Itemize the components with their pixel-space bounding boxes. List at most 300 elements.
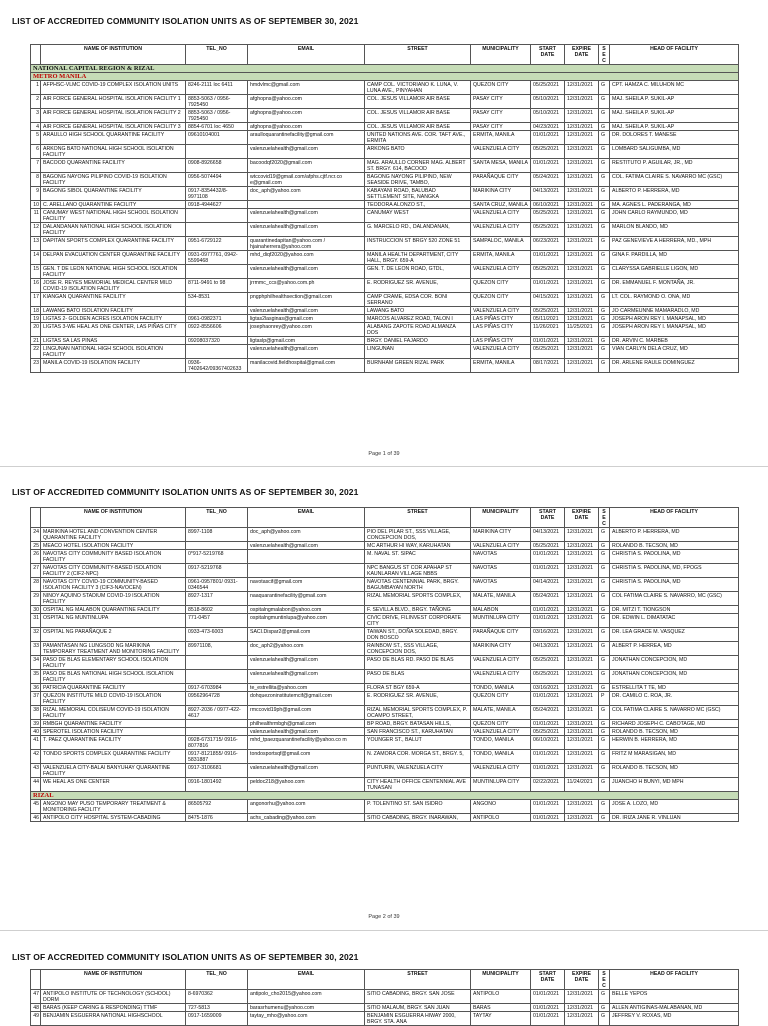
cell-row-number: 43 <box>31 764 41 778</box>
cell-municipality: VALENZUELA CITY <box>471 307 531 315</box>
cell-email: manilacovid.fieldhospital@gmail.com <box>248 359 365 373</box>
cell-municipality: MUNTINLUPA CITY <box>471 614 531 628</box>
cell-start-date: 05/25/2021 <box>531 728 565 736</box>
cell-tel-no <box>186 670 248 684</box>
cell-head-of-facility: GINA F. PARDILLA, MD <box>610 251 739 265</box>
cell-email: dohquezoninstitutemcif@gmail.com <box>248 692 365 706</box>
table-row <box>31 578 739 592</box>
cell-start-date: 01/01/2021 <box>531 750 565 764</box>
cell-head-of-facility: COL. FATIMA CLAIRE S. NAVARRO MC (GSC) <box>610 173 739 187</box>
cell-start-date: 05/25/2021 <box>531 345 565 359</box>
cell-street: MARCOS ALVAREZ ROAD, TALON I <box>365 315 471 323</box>
cell-municipality: PASAY CITY <box>471 95 531 109</box>
cell-street: TAIWAN ST., DOÑA SOLEDAD, BRGY. DON BOSCO <box>365 628 471 642</box>
cell-expire-date: 12/31/2021 <box>565 592 599 606</box>
cell-street: MAG. ARAULLO CORNER MAG. ALBERT ST. BRGY. 614, BACOOD <box>365 159 471 173</box>
cell-institution-name: OSPITAL NG MALABON QUARANTINE FACILITY <box>41 606 186 614</box>
cell-expire-date: 12/31/2021 <box>565 550 599 564</box>
cell-street: SITIO MALAUM, BRGY. SAN JUAN <box>365 1004 471 1012</box>
cell-street: LAWANG BATO <box>365 307 471 315</box>
page-divider <box>0 466 768 467</box>
cell-sec: G <box>599 145 610 159</box>
table-header-row <box>31 45 739 65</box>
cell-tel-no: 0956-5074494 <box>186 173 248 187</box>
cell-email: doc_aph2@yahoo.com <box>248 642 365 656</box>
cell-start-date: 01/01/2021 <box>531 692 565 706</box>
cell-head-of-facility: JOSEPH ARON REY I. MANAPSAL, MD <box>610 323 739 337</box>
cell-sec: G <box>599 315 610 323</box>
cell-head-of-facility: DR. LEA GRACE M. VASQUEZ <box>610 628 739 642</box>
table-row <box>31 209 739 223</box>
cell-email: taytay_mho@yahoo.com <box>248 1012 365 1026</box>
cell-sec: G <box>599 95 610 109</box>
cell-start-date: 01/01/2021 <box>531 337 565 345</box>
cell-start-date: 01/01/2021 <box>531 159 565 173</box>
cell-start-date: 05/24/2021 <box>531 592 565 606</box>
cell-head-of-facility: ALBERTO P. HERRERA, MD <box>610 528 739 542</box>
cell-tel-no: 0918-4944627 <box>186 201 248 209</box>
cell-municipality: TONDO, MANILA <box>471 750 531 764</box>
cell-municipality: VALENZUELA CITY <box>471 764 531 778</box>
cell-tel-no: 0917-8121855/ 0916-5831887 <box>186 750 248 764</box>
cell-street: GEN. T. DE LEON ROAD, GTDL, <box>365 265 471 279</box>
cell-municipality: MARIKINA CITY <box>471 642 531 656</box>
cell-start-date: 01/01/2021 <box>531 564 565 578</box>
cell-street: CIVIC DRIVE, FILINVEST CORPORATE CITY <box>365 614 471 628</box>
cell-sec: G <box>599 642 610 656</box>
cell-head-of-facility: LT. COL. RAYMOND O. ONA, MD <box>610 293 739 307</box>
cell-row-number: 44 <box>31 778 41 792</box>
cell-email: valenzuelahealth@gmail.com <box>248 209 365 223</box>
table-row <box>31 323 739 337</box>
cell-institution-name: DAPITAN SPORTS COMPLEX QUARANTINE FACILITY <box>41 237 186 251</box>
cell-expire-date: 12/31/2021 <box>565 764 599 778</box>
cell-institution-name: NINOY AQUINO STADIUM COVID-19 ISOLATION FACILITY <box>41 592 186 606</box>
cell-sec: P <box>599 692 610 706</box>
cell-head-of-facility: JOHN CARLO RAYMUNDO, MD <box>610 209 739 223</box>
cell-street: CITY HEALTH OFFICE CENTENNIAL AVE TUNASAN <box>365 778 471 792</box>
cell-institution-name: JOSE R. REYES MEMORIAL MEDICAL CENTER MILD COVID-19 ISOLATION FACILITY <box>41 279 186 293</box>
facilities-table <box>30 507 739 822</box>
cell-row-number: 42 <box>31 750 41 764</box>
cell-head-of-facility: PAZ GENEVIEVE A HERRERA, MD., MPH <box>610 237 739 251</box>
cell-institution-name: PAMANTASAN NG LUNGSOD NG MARIKINA TEMPORARY TREATMENT AND MONITORING FACILITY <box>41 642 186 656</box>
cell-start-date: 05/25/2021 <box>531 81 565 95</box>
cell-institution-name: AIR FORCE GENERAL HOSPITAL ISOLATION FACILITY 1 <box>41 95 186 109</box>
cell-head-of-facility: DR. EMMANUEL F. MONTAÑA, JR. <box>610 279 739 293</box>
cell-institution-name: VALENZUELA CITY-BALAI BANYUHAY QUARANTINE FACILITY <box>41 764 186 778</box>
cell-municipality: MUNTINLUPA CITY <box>471 778 531 792</box>
cell-email: doc_aph@yahoo.com <box>248 528 365 542</box>
cell-email: quarantinedapitan@yahoo.com / hjainaherrera@yahoo.com <box>248 237 365 251</box>
cell-email: barasrhumenu@yahoo.com <box>248 1004 365 1012</box>
cell-start-date: 01/01/2021 <box>531 550 565 564</box>
cell-tel-no: 0917-1659009 <box>186 1012 248 1026</box>
cell-email: pngphphilhealthsection@gmail.com <box>248 293 365 307</box>
table-row <box>31 265 739 279</box>
cell-sec: G <box>599 990 610 1004</box>
table-row <box>31 145 739 159</box>
cell-municipality: SAMPALOC, MANILA <box>471 237 531 251</box>
cell-institution-name: C. ARELLANO QUARANTINE FACILITY <box>41 201 186 209</box>
cell-tel-no <box>186 145 248 159</box>
table-row <box>31 764 739 778</box>
cell-sec: G <box>599 323 610 337</box>
cell-start-date: 01/01/2021 <box>531 131 565 145</box>
cell-start-date: 08/17/2021 <box>531 359 565 373</box>
cell-head-of-facility: COL FATIMA CLAIRE S. NAVARRO, MC (GSC) <box>610 592 739 606</box>
cell-sec: G <box>599 159 610 173</box>
cell-expire-date: 12/31/2021 <box>565 81 599 95</box>
cell-email: doc_aph@yahoo.com <box>248 187 365 201</box>
cell-row-number: 49 <box>31 1012 41 1026</box>
cell-sec: G <box>599 173 610 187</box>
cell-email: valenzuelahealth@gmail.com <box>248 145 365 159</box>
cell-street: SITIO CABADING, BRGY. INARAWAN, <box>365 814 471 822</box>
cell-municipality: MALATE, MANILA <box>471 592 531 606</box>
table-row <box>31 614 739 628</box>
cell-municipality: QUEZON CITY <box>471 279 531 293</box>
column-header-row-number <box>31 45 41 65</box>
cell-sec: G <box>599 592 610 606</box>
cell-municipality: SANTA CRUZ, MANILA <box>471 201 531 209</box>
cell-email: valenzuelahealth@gmail.com <box>248 728 365 736</box>
cell-institution-name: AIR FORCE GENERAL HOSPITAL ISOLATION FACILITY 2 <box>41 109 186 123</box>
cell-expire-date: 12/31/2021 <box>565 750 599 764</box>
cell-expire-date: 12/31/2021 <box>565 628 599 642</box>
cell-tel-no: 09208037320 <box>186 337 248 345</box>
cell-email: valenzuelahealth@gmail.com <box>248 265 365 279</box>
table-row <box>31 315 739 323</box>
cell-row-number: 16 <box>31 279 41 293</box>
cell-head-of-facility: CPT. HAMZA C. MILUHON MC <box>610 81 739 95</box>
cell-head-of-facility: DR. ARLENE RAULE DOMINGUEZ <box>610 359 739 373</box>
cell-row-number: 5 <box>31 131 41 145</box>
cell-street: RIZAL MEMORIAL SPORTS COMPLEX, <box>365 592 471 606</box>
cell-tel-no: 8854-6701 loc 4650 <box>186 123 248 131</box>
cell-sec: G <box>599 123 610 131</box>
cell-expire-date: 12/31/2021 <box>565 684 599 692</box>
cell-head-of-facility: ALBERTO P. HERRERA, MD <box>610 187 739 201</box>
table-header-row <box>31 508 739 528</box>
cell-sec: G <box>599 684 610 692</box>
cell-municipality: BARAS <box>471 1004 531 1012</box>
cell-head-of-facility: JONATHAN CONCEPCION, MD <box>610 670 739 684</box>
cell-expire-date: 12/31/2021 <box>565 1012 599 1026</box>
cell-head-of-facility: ESTRELLITA T TE, MD <box>610 684 739 692</box>
cell-email: angonorhu@yahoo.com <box>248 800 365 814</box>
cell-row-number: 36 <box>31 684 41 692</box>
cell-street: TEODORA ALONZO ST., <box>365 201 471 209</box>
cell-municipality: PASAY CITY <box>471 109 531 123</box>
cell-tel-no: 8475-1876 <box>186 814 248 822</box>
cell-email: antipolo_cho2015@yahoo.com <box>248 990 365 1004</box>
cell-row-number: 22 <box>31 345 41 359</box>
table-row <box>31 251 739 265</box>
cell-street: MANILA HEALTH DEPARTMENT, CITY HALL, BRGY. 659-A <box>365 251 471 265</box>
cell-start-date: 01/01/2021 <box>531 251 565 265</box>
cell-head-of-facility: COL FATIMA CLAIRE S. NAVARRO MC (GSC) <box>610 706 739 720</box>
cell-head-of-facility: DR. MITZI T. TIONGSON <box>610 606 739 614</box>
cell-expire-date: 12/31/2021 <box>565 528 599 542</box>
table-row <box>31 187 739 201</box>
cell-street: SITIO CABADING, BRGY. SAN JOSE <box>365 990 471 1004</box>
table-row <box>31 736 739 750</box>
cell-head-of-facility: ROLANDO B. TECSON, MD <box>610 728 739 736</box>
page-title: LIST OF ACCREDITED COMMUNITY ISOLATION UNITS AS OF SEPTEMBER 30, 2021 <box>12 487 359 497</box>
cell-email: wtccovid19@gmail.com/afphs.cjtf.ncr.co e@gmail.com <box>248 173 365 187</box>
cell-start-date: 05/24/2021 <box>531 173 565 187</box>
cell-tel-no: 0917-6703984 <box>186 684 248 692</box>
cell-institution-name: QUEZON INSTITUTE MILD COVID-19 ISOLATION FACILITY <box>41 692 186 706</box>
cell-email: philhealthrmbgh@gmail.com <box>248 720 365 728</box>
cell-row-number: 6 <box>31 145 41 159</box>
table-row <box>31 95 739 109</box>
subregion-label: RIZAL <box>31 792 739 800</box>
cell-row-number: 20 <box>31 323 41 337</box>
cell-sec: G <box>599 764 610 778</box>
column-header-row-number <box>31 508 41 528</box>
cell-street: BAGONG NAYONG PILIPINO, NEW SEASIDE DRIVE, TAMBO, <box>365 173 471 187</box>
cell-start-date: 04/23/2021 <box>531 123 565 131</box>
table-row <box>31 720 739 728</box>
cell-expire-date: 12/31/2021 <box>565 315 599 323</box>
cell-head-of-facility: LOMBARD SALIGUMBA, MD <box>610 145 739 159</box>
table-row <box>31 550 739 564</box>
cell-head-of-facility: ALBERT P. HERREA, MD <box>610 642 739 656</box>
cell-head-of-facility: DR. CAMILO C. ROA, JR. <box>610 692 739 706</box>
cell-institution-name: BENJAMIN ESGUERRA NATIONAL HIGHSCHOOL <box>41 1012 186 1026</box>
cell-municipality: VALENZUELA CITY <box>471 223 531 237</box>
cell-start-date: 01/01/2021 <box>531 720 565 728</box>
cell-row-number: 26 <box>31 550 41 564</box>
cell-email <box>248 550 365 564</box>
cell-institution-name: T. PAEZ QUARANTINE FACILITY <box>41 736 186 750</box>
cell-tel-no: 0*917-5219768 <box>186 550 248 564</box>
column-header-tel-no: TEL_NO <box>186 508 248 528</box>
cell-sec: G <box>599 800 610 814</box>
cell-expire-date: 11/25/2021 <box>565 323 599 337</box>
cell-tel-no: 8-6970362 <box>186 990 248 1004</box>
cell-head-of-facility: MAJ. SHEILA P. SUKIL-AP <box>610 109 739 123</box>
cell-institution-name: OSPITAL NG MUNTINLUPA <box>41 614 186 628</box>
cell-sec: G <box>599 670 610 684</box>
cell-municipality: MARIKINA CITY <box>471 528 531 542</box>
cell-expire-date: 12/31/2021 <box>565 173 599 187</box>
cell-row-number: 18 <box>31 307 41 315</box>
cell-municipality: VALENZUELA CITY <box>471 542 531 550</box>
cell-row-number: 41 <box>31 736 41 750</box>
cell-street: E. RODRIGUEZ SR. AVENUE, <box>365 279 471 293</box>
column-header-head-of-facility: HEAD OF FACILITY <box>610 508 739 528</box>
cell-municipality: MALABON <box>471 606 531 614</box>
cell-expire-date: 12/31/2021 <box>565 279 599 293</box>
cell-street: PIO DEL PILAR ST., SSS VILLAGE, CONCEPCION DOS, <box>365 528 471 542</box>
cell-head-of-facility: MAJ. SHEILA P. SUKIL-AP <box>610 95 739 109</box>
column-header-municipality: MUNICIPALITY <box>471 970 531 990</box>
cell-institution-name: ANGONO MAY PUSO TEMPORARY TREATMENT & MONITORING FACILITY <box>41 800 186 814</box>
page-number: Page 1 of 39 <box>368 451 400 457</box>
cell-row-number: 32 <box>31 628 41 642</box>
cell-tel-no: 09562964728 <box>186 692 248 706</box>
cell-start-date: 01/01/2021 <box>531 814 565 822</box>
cell-email: ospitalngmuntinlupa@yahoo.com <box>248 614 365 628</box>
table-row <box>31 1012 739 1026</box>
cell-email: valenzuelahealth@gmail.com <box>248 223 365 237</box>
cell-row-number: 9 <box>31 187 41 201</box>
cell-sec: G <box>599 656 610 670</box>
cell-email: valenzuelahealth@gmail.com <box>248 670 365 684</box>
cell-street: MC ARTHUR HI WAY, KARUHATAN <box>365 542 471 550</box>
region-row <box>31 65 739 73</box>
cell-sec: G <box>599 209 610 223</box>
cell-municipality: MALATE, MANILA <box>471 706 531 720</box>
cell-institution-name: OSPITAL NG PARAÑAQUE 2 <box>41 628 186 642</box>
cell-head-of-facility: RICHARD JOSEPH C. CABOTAGE, MD <box>610 720 739 728</box>
cell-sec: G <box>599 550 610 564</box>
cell-head-of-facility: RESTITUTO P. AGUILAR, JR., MD <box>610 159 739 173</box>
cell-expire-date: 12/31/2021 <box>565 145 599 159</box>
cell-institution-name: KIANGAN QUARANTINE FACILITY <box>41 293 186 307</box>
cell-row-number: 34 <box>31 656 41 670</box>
cell-email: josephaonrey@yahoo.com <box>248 323 365 337</box>
cell-head-of-facility: FRITZ M MARASIGAN, MD <box>610 750 739 764</box>
cell-tel-no: 0961-0982371 <box>186 315 248 323</box>
cell-expire-date: 12/31/2021 <box>565 800 599 814</box>
cell-start-date: 05/24/2021 <box>531 706 565 720</box>
cell-start-date: 01/01/2021 <box>531 279 565 293</box>
cell-tel-no: 771-0457 <box>186 614 248 628</box>
cell-head-of-facility: VIAN CARLYN DELA CRUZ, MD <box>610 345 739 359</box>
cell-row-number: 29 <box>31 592 41 606</box>
cell-institution-name: LIGTAS SA LAS PINAS <box>41 337 186 345</box>
cell-municipality: VALENZUELA CITY <box>471 670 531 684</box>
cell-start-date: 05/25/2021 <box>531 209 565 223</box>
cell-municipality: VALENZUELA CITY <box>471 209 531 223</box>
cell-tel-no <box>186 223 248 237</box>
cell-email: achs_cabading@yahoo.com <box>248 814 365 822</box>
cell-municipality: TONDO, MANILA <box>471 684 531 692</box>
cell-institution-name: DALANDANAN NATIONAL HIGH SCHOOL ISOLATION FACILITY <box>41 223 186 237</box>
cell-street: G. MARCELO RD., DALANDANAN, <box>365 223 471 237</box>
cell-head-of-facility: JEFFREY V. ROXAS, MD <box>610 1012 739 1026</box>
cell-email: afghopns@yahoo.com <box>248 109 365 123</box>
cell-expire-date: 12/31/2021 <box>565 251 599 265</box>
cell-tel-no: 0928-6731715/ 0916-8077816 <box>186 736 248 750</box>
cell-tel-no: 0917-3106681 <box>186 764 248 778</box>
column-header-start-date: START DATE <box>531 970 565 990</box>
table-row <box>31 592 739 606</box>
cell-municipality: ERMITA, MANILA <box>471 251 531 265</box>
table-row <box>31 345 739 359</box>
cell-row-number: 45 <box>31 800 41 814</box>
cell-municipality: PARAÑAQUE CITY <box>471 173 531 187</box>
table-row <box>31 814 739 822</box>
cell-expire-date: 12/31/2021 <box>565 728 599 736</box>
cell-head-of-facility: JOSEPH ARON REY I. MANAPSAL, MD <box>610 315 739 323</box>
cell-sec: G <box>599 564 610 578</box>
cell-row-number: 2 <box>31 95 41 109</box>
cell-municipality: TONDO, MANILA <box>471 736 531 750</box>
cell-start-date: 03/16/2021 <box>531 628 565 642</box>
cell-sec: G <box>599 606 610 614</box>
table-row <box>31 109 739 123</box>
cell-municipality: QUEZON CITY <box>471 720 531 728</box>
column-header-sec: SEC <box>599 970 610 990</box>
page-divider <box>0 930 768 931</box>
cell-tel-no: 8927-2036 / 0977-422-4617 <box>186 706 248 720</box>
cell-tel-no: 0951-6729122 <box>186 237 248 251</box>
cell-institution-name: DELPAN EVACUATION CENTER QUARANTINE FACILITY <box>41 251 186 265</box>
cell-sec: G <box>599 578 610 592</box>
cell-tel-no: 0908-8926658 <box>186 159 248 173</box>
cell-email: valenzuelahealth@gmail.com <box>248 764 365 778</box>
cell-expire-date: 12/31/2021 <box>565 614 599 628</box>
cell-tel-no: 0931-0977761, 0942-5599468 <box>186 251 248 265</box>
cell-street: FLORA ST BGY 659-A <box>365 684 471 692</box>
cell-street: PASO DE BLAS <box>365 670 471 684</box>
cell-tel-no: 0936-7402642/09367402633 <box>186 359 248 373</box>
cell-start-date: 05/25/2021 <box>531 265 565 279</box>
cell-expire-date: 12/31/2021 <box>565 201 599 209</box>
cell-municipality: ANTIPOLO <box>471 814 531 822</box>
cell-start-date: 02/22/2021 <box>531 778 565 792</box>
cell-expire-date: 12/31/2021 <box>565 542 599 550</box>
cell-street: CANUMAY WEST <box>365 209 471 223</box>
column-header-municipality: MUNICIPALITY <box>471 508 531 528</box>
column-header-municipality: MUNICIPALITY <box>471 45 531 65</box>
cell-institution-name: MEACO HOTEL ISOLATION FACILITY <box>41 542 186 550</box>
cell-street: RIZAL MEMORIAL SPORTS COMPLEX, P. OCAMPO STREET, <box>365 706 471 720</box>
cell-municipality: VALENZUELA CITY <box>471 265 531 279</box>
cell-tel-no: 0916-1801492 <box>186 778 248 792</box>
cell-sec: G <box>599 265 610 279</box>
table-row <box>31 307 739 315</box>
table-row <box>31 173 739 187</box>
cell-street: N. ZAMORA COR. MORGA ST., BRGY. 5, <box>365 750 471 764</box>
cell-email <box>248 564 365 578</box>
cell-sec: G <box>599 728 610 736</box>
cell-tel-no <box>186 307 248 315</box>
cell-head-of-facility: ALLEN ANTIGINAS-MALABANAN, MD <box>610 1004 739 1012</box>
table-row <box>31 606 739 614</box>
cell-institution-name: MANILA COVID-19 ISOLATION FACILITY <box>41 359 186 373</box>
cell-row-number: 4 <box>31 123 41 131</box>
cell-street: COL. JESUS VILLAMOR AIR BASE <box>365 109 471 123</box>
cell-sec: G <box>599 279 610 293</box>
table-row <box>31 692 739 706</box>
cell-institution-name: PASO DE BLAS ELEMENTARY SCHOOL ISOLATION FACILITY <box>41 656 186 670</box>
cell-institution-name: BARAS (KEEP CARING & RESPONDING) TTMF <box>41 1004 186 1012</box>
cell-expire-date: 12/31/2021 <box>565 1004 599 1012</box>
cell-sec: G <box>599 359 610 373</box>
cell-row-number: 33 <box>31 642 41 656</box>
table-row <box>31 728 739 736</box>
cell-institution-name: ANTIPOLO CITY HOSPITAL SYSTEM-CABADING <box>41 814 186 822</box>
cell-row-number: 47 <box>31 990 41 1004</box>
cell-street: BENJAMIN ESGUERRA HIWAY 2000, BRGY. STA. ANA <box>365 1012 471 1026</box>
cell-row-number: 40 <box>31 728 41 736</box>
cell-row-number: 25 <box>31 542 41 550</box>
cell-head-of-facility: ROLANDO B. TECSON, MD <box>610 542 739 550</box>
cell-email: te_estrellita@yahoo.com <box>248 684 365 692</box>
cell-email: hmdvlmc@gmail.com <box>248 81 365 95</box>
cell-tel-no <box>186 345 248 359</box>
cell-municipality: LAS PIÑAS CITY <box>471 323 531 337</box>
cell-tel-no <box>186 209 248 223</box>
cell-institution-name: GEN. T DE LEON NATIONAL HIGH SCHOOL ISOLATION FACILITY <box>41 265 186 279</box>
cell-row-number: 37 <box>31 692 41 706</box>
